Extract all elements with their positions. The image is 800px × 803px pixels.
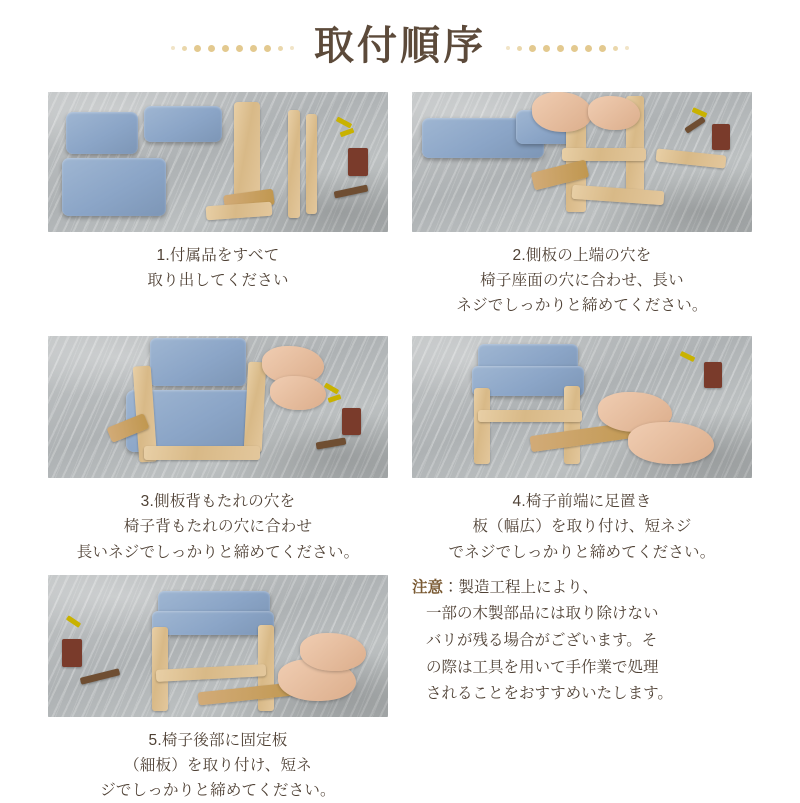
notice-line-5: されることをおすすめいたします。	[426, 685, 673, 703]
dotted-rule-icon-right	[506, 45, 629, 52]
notice-line-4: の際は工具を用いて手作業で処理	[426, 658, 659, 676]
step-2-photo	[412, 92, 752, 232]
step-1	[48, 92, 388, 293]
notice-colon: ：	[443, 578, 459, 596]
step-1-caption: 1.付属品をすべて 取り出してください	[147, 247, 289, 290]
step-3	[48, 336, 388, 564]
steps-grid	[0, 92, 800, 803]
steps-row-2	[28, 336, 772, 564]
step-5-caption: 5.椅子後部に固定板 （細板）を取り付け、短ネ ジでしっかりと締めてください。	[100, 731, 336, 799]
notice-block	[412, 575, 752, 708]
notice-line-2: 一部の木製部品には取り除けない	[426, 605, 659, 623]
page-header	[0, 0, 800, 92]
step-2-caption: 2.側板の上端の穴を 椅子座面の穴に合わせ、長い ネジでしっかりと締めてください。	[456, 247, 708, 315]
steps-row-1	[28, 92, 772, 318]
step-4	[412, 336, 752, 564]
notice-line-1: 製造工程上により、	[458, 578, 599, 596]
step-5	[48, 575, 388, 803]
step-4-photo	[412, 336, 752, 478]
steps-row-3	[28, 575, 772, 803]
step-5-photo	[48, 575, 388, 717]
dotted-rule-icon-left	[171, 45, 294, 52]
step-4-caption: 4.椅子前端に足置き 板（幅広）を取り付け、短ネジ でネジでしっかりと締めてください。	[448, 493, 716, 561]
step-2	[412, 92, 752, 318]
step-3-caption: 3.側板背もたれの穴を 椅子背もたれの穴に合わせ 長いネジでしっかりと締めてください。	[76, 493, 360, 561]
page-title: 取付順序	[314, 24, 486, 68]
step-1-photo	[48, 92, 388, 232]
notice-label: 注意	[412, 578, 444, 596]
step-3-photo	[48, 336, 388, 478]
notice-line-3: バリが残る場合がございます。そ	[426, 631, 658, 649]
